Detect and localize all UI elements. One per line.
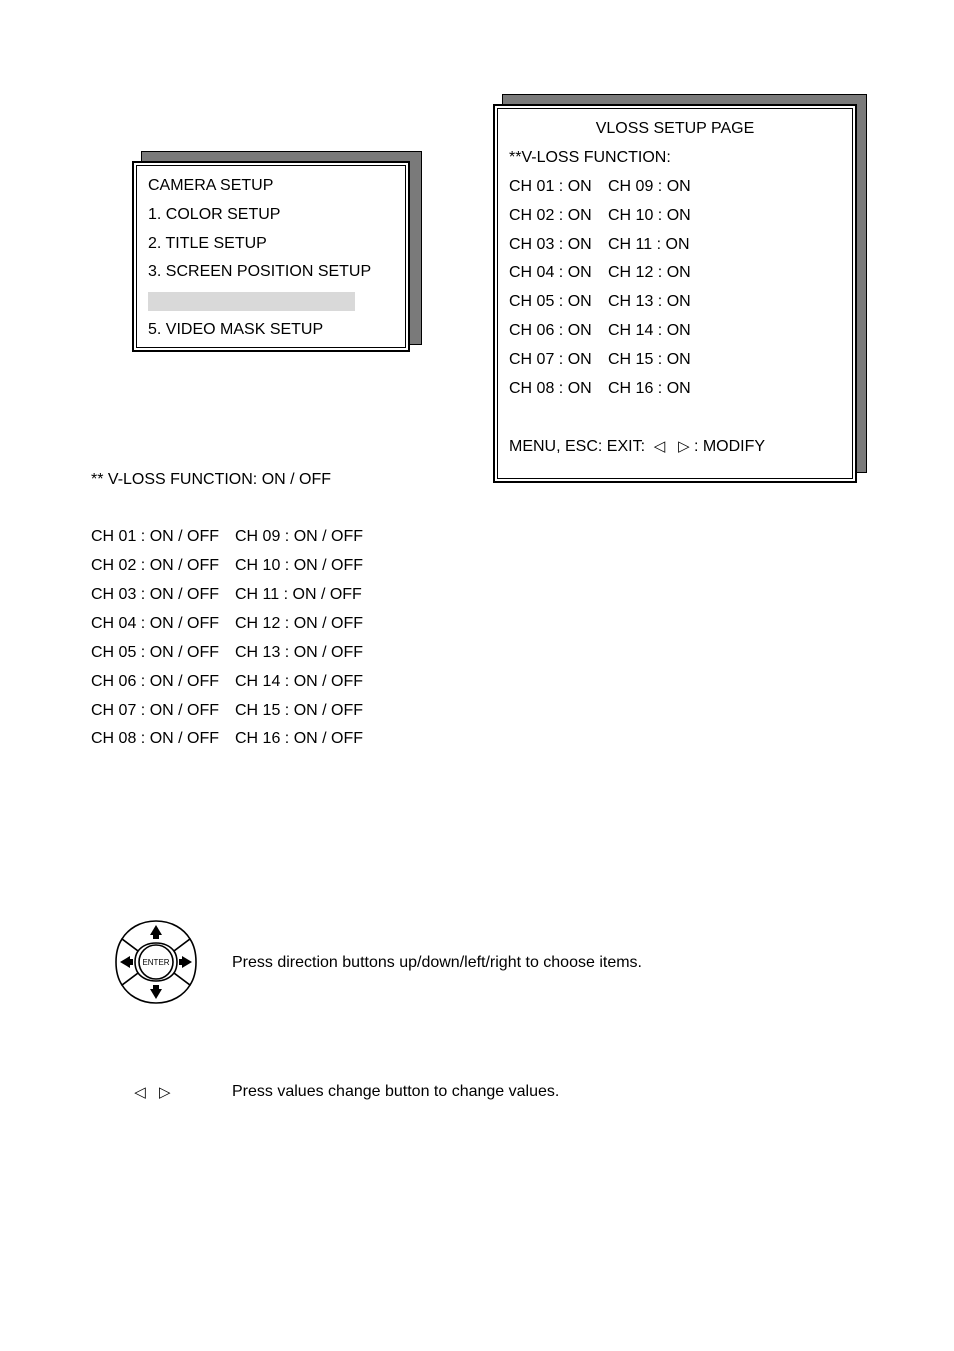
left-triangle-icon: ◁ <box>653 438 666 455</box>
option-channel-06: CH 06 : ON / OFF <box>91 673 220 690</box>
vloss-footer <box>509 437 765 457</box>
menu-item-selected-highlight[interactable] <box>148 292 355 311</box>
direction-instruction: Press direction buttons up/down/left/right to choose items. <box>232 954 642 971</box>
option-channel-02: CH 02 : ON / OFF <box>91 557 220 574</box>
enter-label: ENTER <box>142 958 170 967</box>
vloss-options-heading: ** V-LOSS FUNCTION: ON / OFF <box>91 471 332 488</box>
vloss-channel-05[interactable]: CH 05 : ON <box>509 293 592 310</box>
option-channel-05: CH 05 : ON / OFF <box>91 644 220 661</box>
vloss-channel-15[interactable]: CH 15 : ON <box>608 351 691 368</box>
vloss-channel-07[interactable]: CH 07 : ON <box>509 351 592 368</box>
vloss-function-label: **V-LOSS FUNCTION: <box>509 149 671 166</box>
option-channel-10: CH 10 : ON / OFF <box>235 557 364 574</box>
option-channel-11: CH 11 : ON / OFF <box>235 586 362 603</box>
footer-modify-text: : MODIFY <box>693 438 766 455</box>
option-channel-15: CH 15 : ON / OFF <box>235 702 364 719</box>
dpad-enter-icon <box>114 919 198 1005</box>
right-triangle-icon: ▷ <box>678 438 690 455</box>
value-change-icons <box>130 1082 175 1103</box>
vloss-channel-11[interactable]: CH 11 : ON <box>608 236 690 253</box>
vloss-channel-03[interactable]: CH 03 : ON <box>509 236 592 253</box>
camera-menu-title: CAMERA SETUP <box>148 177 274 194</box>
vloss-channel-13[interactable]: CH 13 : ON <box>608 293 691 310</box>
option-channel-13: CH 13 : ON / OFF <box>235 644 364 661</box>
vloss-channel-02[interactable]: CH 02 : ON <box>509 207 592 224</box>
vloss-channel-08[interactable]: CH 08 : ON <box>509 380 592 397</box>
vloss-channel-16[interactable]: CH 16 : ON <box>608 380 691 397</box>
vloss-page-title: VLOSS SETUP PAGE <box>595 120 755 137</box>
vloss-channel-10[interactable]: CH 10 : ON <box>608 207 691 224</box>
menu-item-color-setup[interactable]: 1. COLOR SETUP <box>148 206 281 223</box>
option-channel-04: CH 04 : ON / OFF <box>91 615 220 632</box>
vloss-setup-page <box>493 104 857 483</box>
option-channel-07: CH 07 : ON / OFF <box>91 702 220 719</box>
left-triangle-icon: ◁ <box>134 1084 146 1101</box>
option-channel-01: CH 01 : ON / OFF <box>91 528 220 545</box>
vloss-channel-01[interactable]: CH 01 : ON <box>509 178 592 195</box>
option-channel-12: CH 12 : ON / OFF <box>235 615 364 632</box>
camera-setup-menu <box>132 161 410 352</box>
option-channel-03: CH 03 : ON / OFF <box>91 586 220 603</box>
vloss-channel-06[interactable]: CH 06 : ON <box>509 322 592 339</box>
footer-exit-text: MENU, ESC: EXIT: <box>509 438 646 455</box>
menu-item-video-mask-setup[interactable]: 5. VIDEO MASK SETUP <box>148 321 324 338</box>
vloss-channel-04[interactable]: CH 04 : ON <box>509 264 592 281</box>
option-channel-16: CH 16 : ON / OFF <box>235 730 364 747</box>
value-change-instruction: Press values change button to change values. <box>232 1083 560 1100</box>
option-channel-08: CH 08 : ON / OFF <box>91 730 220 747</box>
option-channel-14: CH 14 : ON / OFF <box>235 673 364 690</box>
right-triangle-icon: ▷ <box>158 1084 171 1101</box>
option-channel-09: CH 09 : ON / OFF <box>235 528 364 545</box>
vloss-channel-09[interactable]: CH 09 : ON <box>608 178 691 195</box>
vloss-channel-12[interactable]: CH 12 : ON <box>608 264 691 281</box>
menu-item-title-setup[interactable]: 2. TITLE SETUP <box>148 235 267 252</box>
menu-item-screen-position-setup[interactable]: 3. SCREEN POSITION SETUP <box>148 263 372 280</box>
vloss-channel-14[interactable]: CH 14 : ON <box>608 322 691 339</box>
